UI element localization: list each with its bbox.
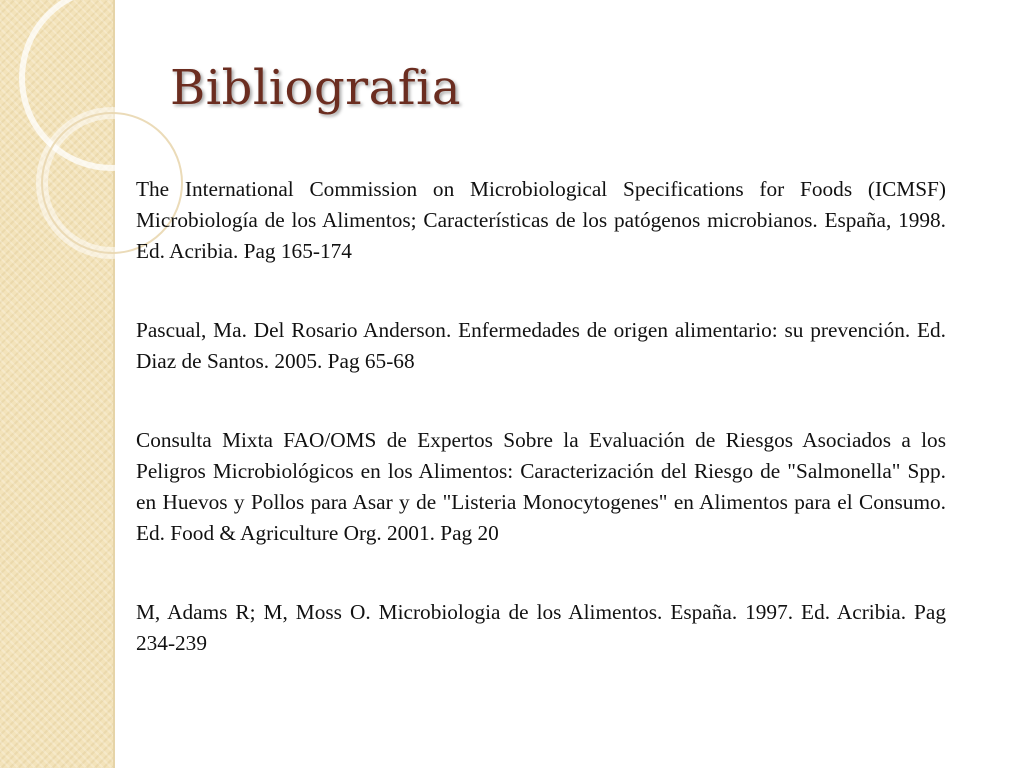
bibliography-entry: Consulta Mixta FAO/OMS de Expertos Sobre la Evaluación de Riesgos Asociados a los Peligros Microbiológicos en los Alimentos: Caracterización del Riesgo de "Salmonella" Spp. en Huevos y Pollos para Asar y de "Listeria Monocytogenes" en Alimentos para el Consumo. Ed. Food & Agriculture Org. 2001. Pag 20 (136, 428, 946, 545)
bibliography-entry: The International Commission on Microbiological Specifications for Foods (ICMSF) Microbiología de los Alimentos; Características de los patógenos microbianos. España, 1998. Ed. Acribia. Pag 165-174 (136, 177, 946, 263)
bibliography-entry: M, Adams R; M, Moss O. Microbiologia de los Alimentos. España. 1997. Ed. Acribia. Pag 234-239 (136, 600, 946, 655)
slide-title: Bibliografia (170, 60, 461, 116)
bibliography-list (136, 174, 946, 707)
bibliography-entry: Pascual, Ma. Del Rosario Anderson. Enfermedades de origen alimentario: su prevención. Ed. Diaz de Santos. 2005. Pag 65-68 (136, 318, 946, 373)
